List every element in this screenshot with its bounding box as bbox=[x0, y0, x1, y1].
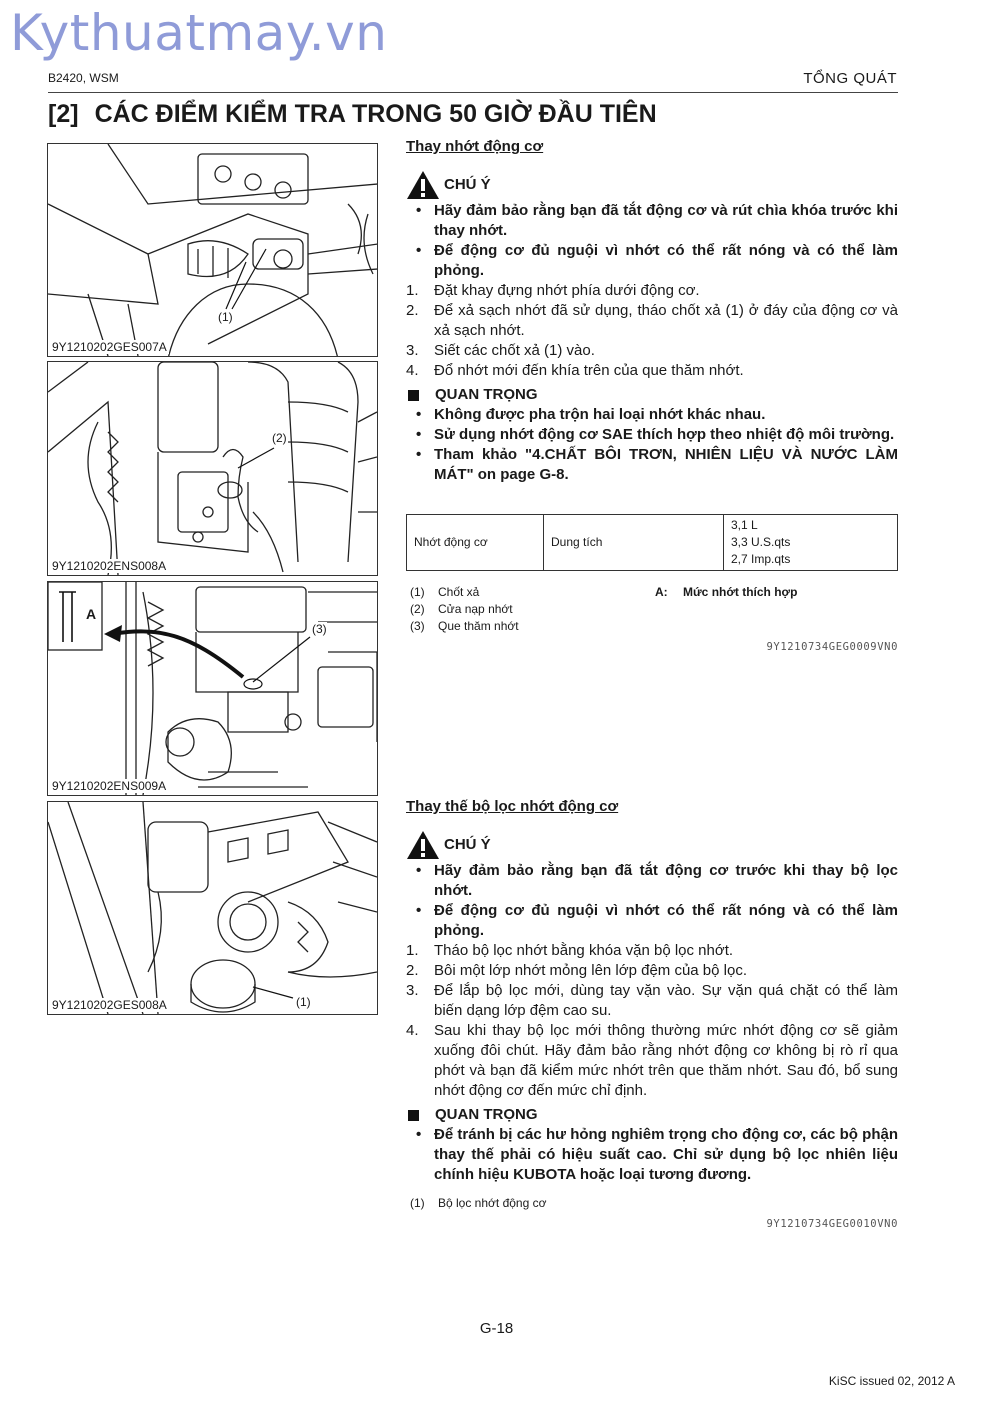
reference-code: 9Y1210734GEG0009VN0 bbox=[766, 641, 898, 653]
oil-change-section bbox=[406, 137, 898, 485]
step-number: 3. bbox=[406, 342, 419, 359]
legend-item bbox=[410, 1195, 546, 1212]
callout-a: A bbox=[86, 606, 97, 622]
caution-heading bbox=[406, 170, 898, 200]
step-number: 2. bbox=[406, 962, 419, 979]
step-number: 4. bbox=[406, 362, 419, 379]
caution-heading bbox=[406, 830, 898, 860]
drain-plug-illustration bbox=[48, 144, 377, 356]
caution-label: CHÚ Ý bbox=[444, 836, 491, 853]
important-list bbox=[406, 405, 898, 485]
caution-item: • Để động cơ đủ nguội vì nhớt có thể rất nóng và có thể làm phỏng. bbox=[406, 241, 898, 281]
caution-item: • Để động cơ đủ nguội vì nhớt có thể rất nóng và có thể làm phỏng. bbox=[406, 901, 898, 941]
procedure-steps bbox=[406, 281, 898, 381]
figure-code: 9Y1210202GES008A bbox=[52, 998, 167, 1012]
figure-drain-plug bbox=[47, 143, 378, 357]
step-item bbox=[406, 961, 898, 981]
step-number: 1. bbox=[406, 282, 419, 299]
figure-code: 9Y1210202ENS009A bbox=[52, 779, 167, 793]
table-cell-item: Nhớt động cơ bbox=[407, 515, 544, 571]
caution-label: CHÚ Ý bbox=[444, 176, 491, 193]
callout-1: (1) bbox=[296, 995, 311, 1009]
header-chapter: TỔNG QUÁT bbox=[803, 70, 897, 87]
square-bullet-icon bbox=[408, 1110, 419, 1121]
important-list bbox=[406, 1125, 898, 1185]
step-text: Sau khi thay bộ lọc mới thông thường mức nhớt động cơ sẽ giảm xuống đôi chút. Hãy đảm bảo rằng nhớt động cơ không bị rò rỉ qua phớt và bạn đã kiểm mức nhớt trên que thăm nhớt. Sau đó, bổ sung nhớt động cơ đến mức chỉ định. bbox=[434, 1022, 898, 1099]
important-label: QUAN TRỌNG bbox=[435, 1106, 538, 1123]
oil-capacity-table bbox=[406, 514, 898, 571]
step-item bbox=[406, 361, 898, 381]
callout-1: (1) bbox=[218, 310, 233, 324]
section-number: [2] bbox=[48, 100, 79, 128]
legend-item bbox=[410, 584, 650, 601]
warning-icon bbox=[406, 170, 440, 200]
figure-dipstick bbox=[47, 581, 378, 796]
callout-2: (2) bbox=[272, 431, 287, 445]
legend-item bbox=[410, 618, 650, 635]
legend-a-label: A: bbox=[655, 585, 668, 599]
legend-number: (1) bbox=[410, 585, 425, 599]
important-heading bbox=[406, 385, 898, 405]
issue-note: KiSC issued 02, 2012 A bbox=[828, 1374, 955, 1388]
capacity-imp-qts: 2,7 Imp.qts bbox=[731, 552, 791, 566]
important-label: QUAN TRỌNG bbox=[435, 386, 538, 403]
step-text: Tháo bộ lọc nhớt bằng khóa vặn bộ lọc nhớt. bbox=[434, 942, 734, 959]
warning-icon bbox=[406, 830, 440, 860]
step-text: Để xả sạch nhớt đã sử dụng, tháo chốt xả (1) ở đáy của động cơ và xả sạch nhớt. bbox=[434, 302, 898, 339]
table-row bbox=[407, 515, 898, 571]
table-cell-param: Dung tích bbox=[544, 515, 724, 571]
step-number: 4. bbox=[406, 1022, 419, 1039]
page-number: G-18 bbox=[479, 1320, 514, 1337]
filter-change-legend bbox=[410, 1195, 546, 1212]
figure-oil-fill-port bbox=[47, 361, 378, 576]
legend-number: (1) bbox=[410, 1196, 425, 1210]
important-item: • Để tránh bị các hư hỏng nghiêm trọng cho động cơ, các bộ phận thay thế phải có hiệu suất cao. Chỉ sử dụng bộ lọc nhiên liệu chính hiệu KUBOTA hoặc loại tương đương. bbox=[406, 1125, 898, 1185]
caution-list bbox=[406, 861, 898, 941]
figure-code: 9Y1210202GES007A bbox=[52, 340, 167, 354]
step-item bbox=[406, 281, 898, 301]
step-item bbox=[406, 1021, 898, 1101]
important-heading bbox=[406, 1105, 898, 1125]
step-number: 1. bbox=[406, 942, 419, 959]
step-item bbox=[406, 981, 898, 1021]
callout-3: (3) bbox=[312, 622, 327, 636]
legend-text: Bộ lọc nhớt động cơ bbox=[438, 1196, 547, 1210]
step-item bbox=[406, 941, 898, 961]
reference-code: 9Y1210734GEG0010VN0 bbox=[766, 1218, 898, 1230]
oil-fill-port-illustration bbox=[48, 362, 377, 575]
section-title-text: CÁC ĐIỂM KIỂM TRA TRONG 50 GIỜ ĐẦU TIÊN bbox=[94, 100, 657, 128]
legend-a-text: Mức nhớt thích hợp bbox=[683, 585, 798, 599]
legend-item bbox=[410, 601, 650, 618]
caution-list bbox=[406, 201, 898, 281]
step-text: Siết các chốt xả (1) vào. bbox=[434, 342, 595, 359]
important-item: • Sử dụng nhớt động cơ SAE thích hợp theo nhiệt độ môi trường. bbox=[406, 425, 898, 445]
legend-a bbox=[655, 584, 797, 601]
step-text: Bôi một lớp nhớt mỏng lên lớp đệm của bộ lọc. bbox=[434, 962, 748, 979]
important-item: • Tham khảo "4.CHẤT BÔI TRƠN, NHIÊN LIỆU VÀ NƯỚC LÀM MÁT" on page G-8. bbox=[406, 445, 898, 485]
legend-text: Que thăm nhớt bbox=[438, 619, 519, 633]
table-cell-values bbox=[724, 515, 898, 571]
legend-text: Cửa nạp nhớt bbox=[438, 602, 513, 616]
filter-change-section bbox=[406, 797, 898, 1185]
caution-item: • Hãy đảm bảo rằng bạn đã tắt động cơ trước khi thay bộ lọc nhớt. bbox=[406, 861, 898, 901]
dipstick-illustration bbox=[48, 582, 377, 795]
legend-number: (3) bbox=[410, 619, 425, 633]
step-text: Để lắp bộ lọc mới, dùng tay vặn vào. Sự vặn quá chặt có thể làm biến dạng lớp đệm cao su. bbox=[434, 982, 898, 1019]
watermark: Kythuatmay.vn bbox=[10, 4, 388, 62]
procedure-steps bbox=[406, 941, 898, 1101]
legend-text: Chốt xả bbox=[438, 585, 480, 599]
oil-change-legend bbox=[410, 584, 650, 635]
capacity-us-qts: 3,3 U.S.qts bbox=[731, 535, 791, 549]
capacity-liters: 3,1 L bbox=[731, 518, 758, 532]
step-item bbox=[406, 341, 898, 361]
header-model: B2420, WSM bbox=[48, 71, 119, 85]
caution-item: • Hãy đảm bảo rằng bạn đã tắt động cơ và rút chìa khóa trước khi thay nhớt. bbox=[406, 201, 898, 241]
step-number: 3. bbox=[406, 982, 419, 999]
square-bullet-icon bbox=[408, 390, 419, 401]
important-item: • Không được pha trộn hai loại nhớt khác nhau. bbox=[406, 405, 898, 425]
step-text: Đặt khay đựng nhớt phía dưới động cơ. bbox=[434, 282, 700, 299]
filter-change-title: Thay thế bộ lọc nhớt động cơ bbox=[406, 798, 619, 815]
oil-filter-illustration bbox=[48, 802, 377, 1014]
oil-change-title: Thay nhớt động cơ bbox=[406, 138, 544, 155]
oil-capacity-table-wrap bbox=[406, 514, 898, 571]
step-number: 2. bbox=[406, 302, 419, 319]
step-text: Đổ nhớt mới đến khía trên của que thăm nhớt. bbox=[434, 362, 744, 379]
legend-number: (2) bbox=[410, 602, 425, 616]
section-title bbox=[48, 100, 657, 129]
header-rule bbox=[48, 92, 898, 93]
figure-code: 9Y1210202ENS008A bbox=[52, 559, 167, 573]
step-item bbox=[406, 301, 898, 341]
figure-oil-filter bbox=[47, 801, 378, 1015]
